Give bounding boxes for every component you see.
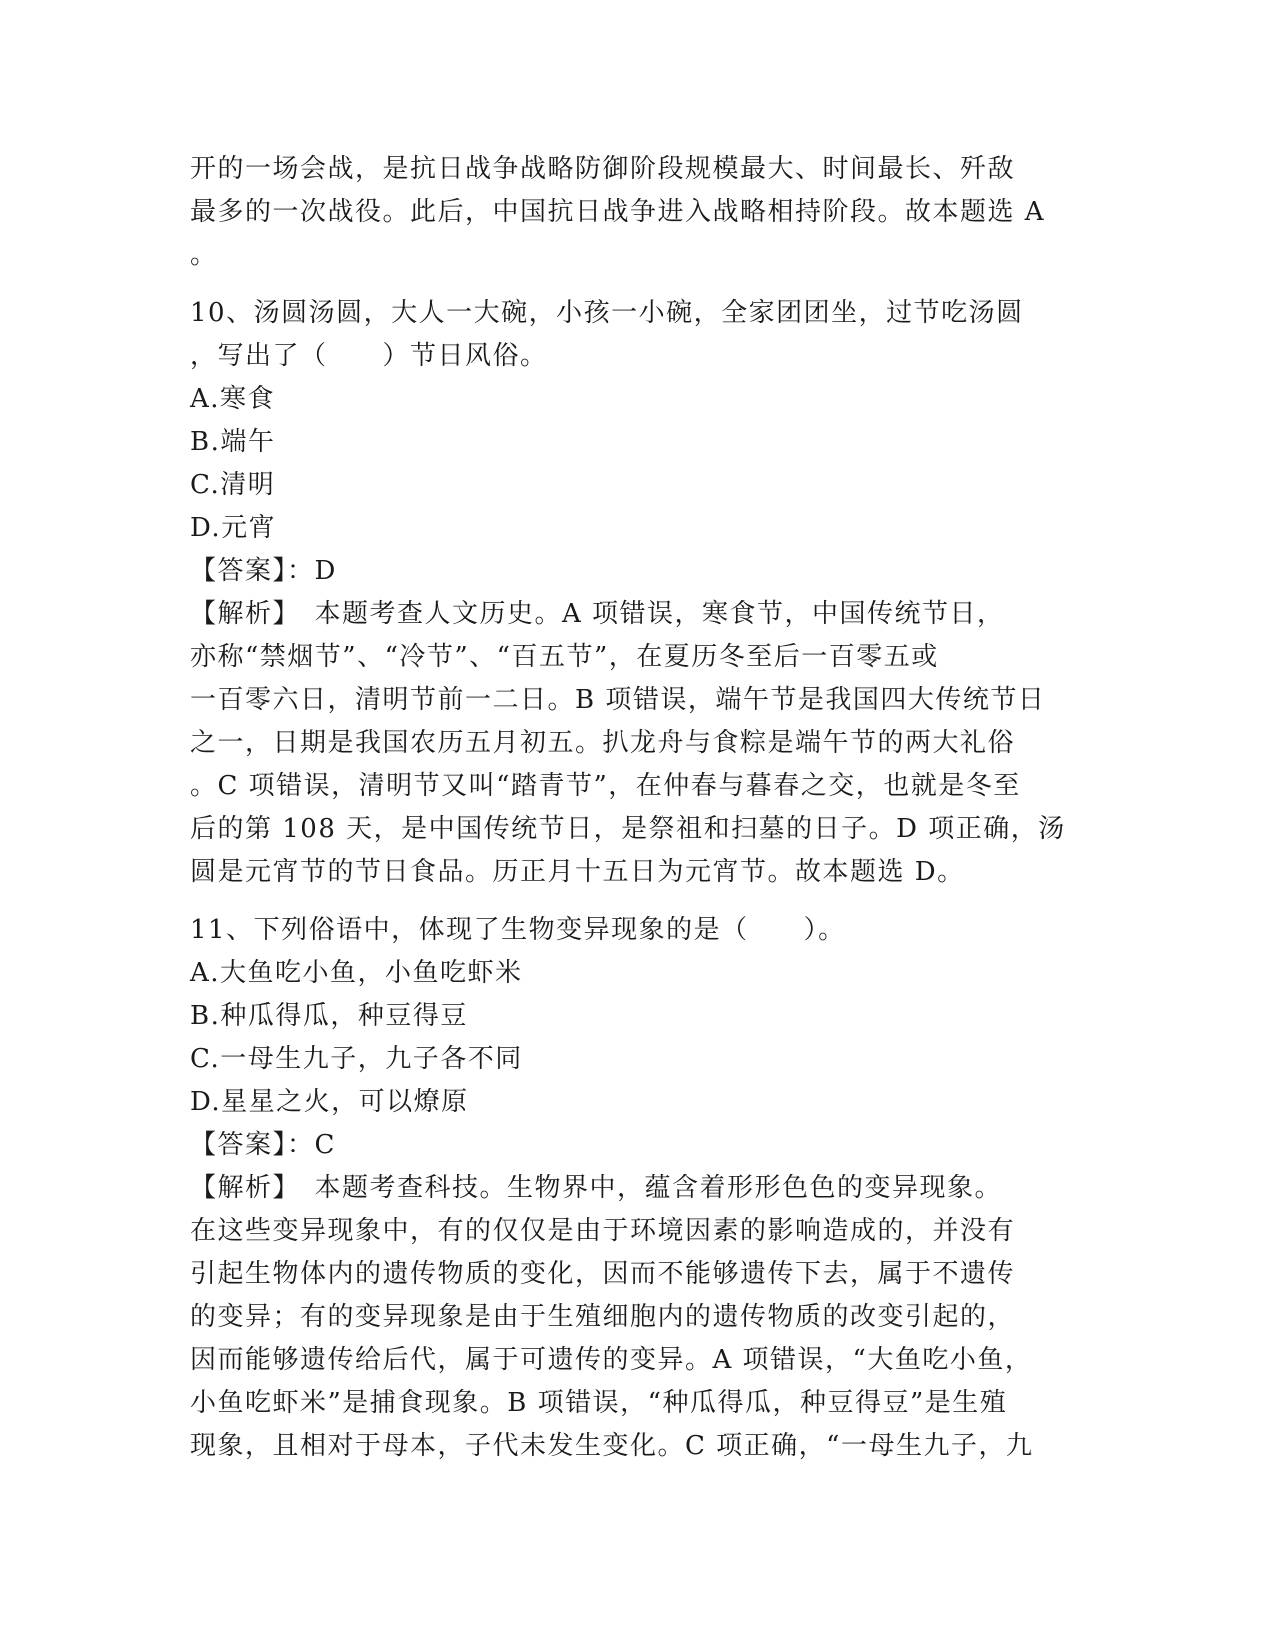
option-d: D.星星之火，可以燎原 <box>190 1087 469 1117</box>
explanation-line: 。 <box>190 240 218 270</box>
explanation-line: 圆是元宵节的节日食品。历正月十五日为元宵节。故本题选 D。 <box>190 857 965 887</box>
answer-line: 【答案】：D <box>190 556 337 586</box>
explanation-line: 开的一场会战，是抗日战争战略防御阶段规模最大、时间最长、歼敌 <box>190 154 1016 184</box>
document-page <box>190 148 1090 1468</box>
option-b: B.端午 <box>190 427 276 457</box>
question-10 <box>190 292 1090 894</box>
explanation-line: 最多的一次战役。此后，中国抗日战争进入战略相持阶段。故本题选 A <box>190 197 1046 227</box>
option-c: C.清明 <box>190 470 276 500</box>
explanation-line: 引起生物体内的遗传物质的变化，因而不能够遗传下去，属于不遗传 <box>190 1259 1016 1289</box>
option-c: C.一母生九子，九子各不同 <box>190 1044 523 1074</box>
option-d: D.元宵 <box>190 513 277 543</box>
option-b: B.种瓜得瓜，种豆得豆 <box>190 1001 468 1031</box>
explanation-line: 的变异；有的变异现象是由于生殖细胞内的遗传物质的改变引起的， <box>190 1302 1016 1332</box>
question-stem: ，写出了（ ）节日风俗。 <box>190 341 548 371</box>
question-stem: 11、下列俗语中，体现了生物变异现象的是（ ）。 <box>190 915 846 945</box>
explanation-line: 之一，日期是我国农历五月初五。扒龙舟与食粽是端午节的两大礼俗 <box>190 728 1016 758</box>
explanation-line: 小鱼吃虾米”是捕食现象。B 项错误，“种瓜得瓜，种豆得豆”是生殖 <box>190 1388 1008 1418</box>
question-11 <box>190 909 1090 1468</box>
explanation-line: 因而能够遗传给后代，属于可遗传的变异。A 项错误，“大鱼吃小鱼， <box>190 1345 1033 1375</box>
previous-explanation <box>190 148 1090 277</box>
explanation-line: 一百零六日，清明节前一二日。B 项错误，端午节是我国四大传统节日 <box>190 685 1046 715</box>
option-a: A.寒食 <box>190 384 276 414</box>
answer-line: 【答案】：C <box>190 1130 336 1160</box>
explanation-line: 现象，且相对于母本，子代未发生变化。C 项正确，“一母生九子，九 <box>190 1431 1034 1461</box>
explanation-line: 后的第 108 天，是中国传统节日，是祭祖和扫墓的日子。D 项正确，汤 <box>190 814 1066 844</box>
option-a: A.大鱼吃小鱼，小鱼吃虾米 <box>190 958 523 988</box>
explanation-line: 【解析】 本题考查科技。生物界中，蕴含着形形色色的变异现象。 <box>190 1173 1003 1203</box>
explanation-line: 。C 项错误，清明节又叫“踏青节”，在仲春与暮春之交，也就是冬至 <box>190 771 1021 801</box>
question-stem: 10、汤圆汤圆，大人一大碗，小孩一小碗，全家团团坐，过节吃汤圆 <box>190 298 1024 328</box>
explanation-line: 在这些变异现象中，有的仅仅是由于环境因素的影响造成的，并没有 <box>190 1216 1016 1246</box>
explanation-line: 【解析】 本题考查人文历史。A 项错误，寒食节，中国传统节日， <box>190 599 1005 629</box>
explanation-line: 亦称“禁烟节”、“冷节”、“百五节”，在夏历冬至后一百零五或 <box>190 642 939 672</box>
